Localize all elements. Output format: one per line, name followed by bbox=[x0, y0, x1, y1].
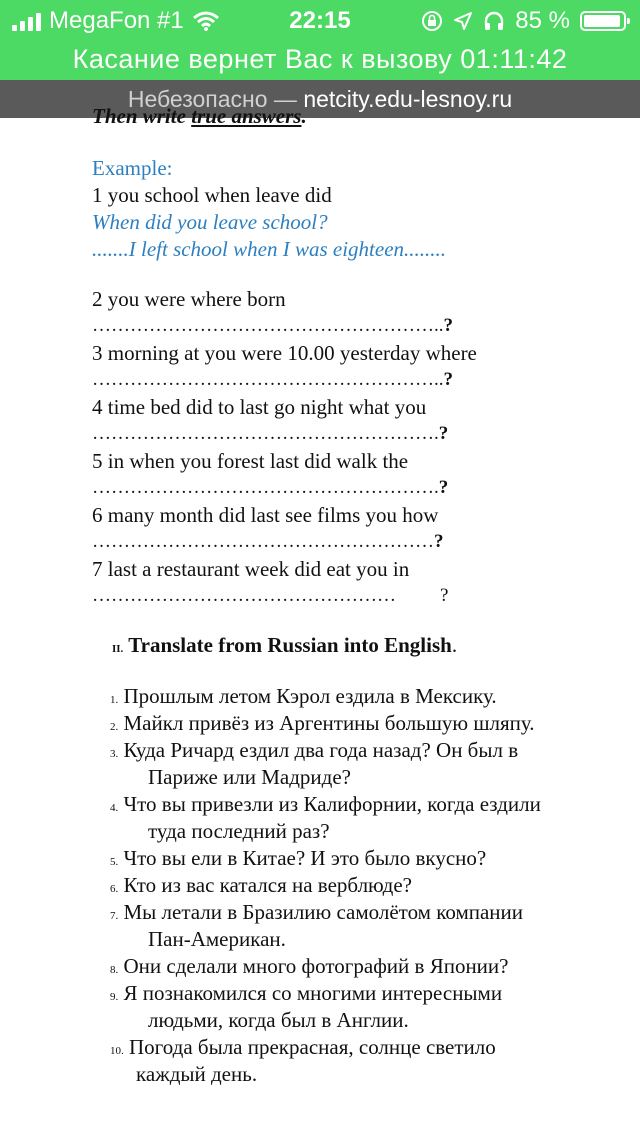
answer-line bbox=[92, 315, 453, 337]
sentence-text: Что вы ели в Китае? И это было вкусно? bbox=[123, 846, 487, 870]
answer-line bbox=[92, 369, 453, 391]
sentence-number: 2. bbox=[110, 721, 119, 733]
sentence-text: Кто из вас катался на верблюде? bbox=[123, 873, 412, 897]
example-label: Example: bbox=[92, 156, 173, 180]
sentence-text: Они сделали много фотографий в Японии? bbox=[123, 954, 509, 978]
sentence-item bbox=[110, 684, 497, 709]
answer-line bbox=[92, 477, 448, 499]
clipped-heading bbox=[92, 104, 307, 129]
answer-dots: ………………………………………………. bbox=[92, 423, 439, 444]
sentence-continuation: каждый день. bbox=[136, 1062, 258, 1086]
sentence-item bbox=[110, 954, 508, 979]
headphones-icon bbox=[483, 11, 505, 31]
sentence-number: 7. bbox=[110, 910, 119, 922]
status-bar bbox=[0, 0, 640, 40]
question-text: 6 many month did last see films you how bbox=[92, 503, 439, 527]
sentence-number: 5. bbox=[110, 856, 119, 868]
sentence-continuation: людьми, когда был в Англии. bbox=[148, 1008, 409, 1032]
sentence-item bbox=[110, 792, 541, 817]
answer-dots: ………………………………………………. bbox=[92, 477, 439, 498]
question-mark: ? bbox=[438, 477, 449, 498]
sentence-text: Мы летали в Бразилию самолётом компании bbox=[123, 900, 524, 924]
insecure-label: Небезопасно bbox=[127, 86, 268, 112]
section-2-heading bbox=[112, 633, 457, 658]
document-page bbox=[0, 104, 640, 1136]
question-text: 3 morning at you were 10.00 yesterday where bbox=[92, 341, 477, 365]
sentence-item bbox=[110, 846, 486, 871]
sentence-continuation: Пан-Американ. bbox=[148, 927, 286, 951]
question-text: 4 time bed did to last go night what you bbox=[92, 395, 427, 419]
sentence-text: Погода была прекрасная, солнце светило bbox=[129, 1035, 496, 1059]
url-separator: — bbox=[267, 86, 304, 112]
section-2-title: Translate from Russian into English bbox=[128, 633, 452, 657]
answer-dots: ……………………………………………… bbox=[92, 531, 434, 552]
battery-icon bbox=[580, 11, 626, 31]
question-text: 5 in when you forest last did walk the bbox=[92, 449, 409, 473]
location-icon bbox=[453, 11, 473, 31]
answer-dots: ……………………………………………….. bbox=[92, 315, 444, 336]
sentence-text: Куда Ричард ездил два года назад? Он был в bbox=[123, 738, 519, 762]
call-banner-text: Касание вернет Вас к вызову 01:11:42 bbox=[72, 44, 568, 74]
question-mark: ? bbox=[443, 315, 453, 336]
question-mark: ? bbox=[434, 531, 444, 552]
question-text: 7 last a restaurant week did eat you in bbox=[92, 557, 410, 581]
answer-line bbox=[92, 585, 448, 607]
sentence-number: 4. bbox=[110, 802, 119, 814]
question-mark: ? bbox=[443, 369, 453, 390]
clipped-heading-prefix: Then write bbox=[92, 104, 192, 128]
sentence-number: 6. bbox=[110, 883, 119, 895]
example-answer: .......I left school when I was eighteen........ bbox=[92, 237, 447, 261]
sentence-item bbox=[110, 738, 518, 763]
example-question: When did you leave school? bbox=[92, 210, 328, 234]
status-time: 22:15 bbox=[289, 7, 351, 34]
answer-line bbox=[92, 423, 448, 445]
sentence-number: 1. bbox=[110, 694, 119, 706]
carrier-name: MegaFon #1 bbox=[49, 7, 184, 34]
sentence-text: Что вы привезли из Калифорнии, когда ездили bbox=[123, 792, 541, 816]
answer-dots: ……………………………………………….. bbox=[92, 369, 444, 390]
sentence-item bbox=[110, 900, 523, 925]
sentence-text: Прошлым летом Кэрол ездила в Мексику. bbox=[123, 684, 497, 708]
sentence-number: 3. bbox=[110, 748, 119, 760]
return-to-call-banner[interactable] bbox=[0, 40, 640, 80]
sentence-item bbox=[110, 873, 412, 898]
url-domain: netcity.edu-lesnoy.ru bbox=[303, 86, 513, 112]
clipped-heading-suffix: . bbox=[301, 104, 307, 128]
sentence-number: 9. bbox=[110, 991, 119, 1003]
sentence-item bbox=[110, 1035, 496, 1060]
battery-percent: 85 % bbox=[515, 7, 570, 34]
example-item: 1 you school when leave did bbox=[92, 183, 332, 207]
answer-line bbox=[92, 531, 444, 553]
status-right bbox=[421, 7, 626, 35]
sentence-item bbox=[110, 981, 502, 1006]
question-mark: ? bbox=[438, 423, 449, 444]
sentence-text: Я познакомился со многими интересными bbox=[123, 981, 503, 1005]
section-2-suffix: . bbox=[451, 633, 458, 657]
question-text: 2 you were where born bbox=[92, 287, 286, 311]
question-mark: ? bbox=[440, 585, 449, 606]
sentence-item bbox=[110, 711, 535, 736]
rotation-lock-icon bbox=[421, 10, 443, 32]
sentence-number: 8. bbox=[110, 964, 119, 976]
answer-dots: ………………………………………… bbox=[92, 585, 396, 606]
sentence-number: 10. bbox=[110, 1045, 124, 1057]
clipped-heading-underlined: true answers bbox=[191, 104, 302, 128]
sentence-continuation: туда последний раз? bbox=[148, 819, 330, 843]
sentence-continuation: Париже или Мадриде? bbox=[148, 765, 351, 789]
sentence-text: Майкл привёз из Аргентины большую шляпу. bbox=[123, 711, 535, 735]
section-2-number: II. bbox=[112, 643, 124, 655]
